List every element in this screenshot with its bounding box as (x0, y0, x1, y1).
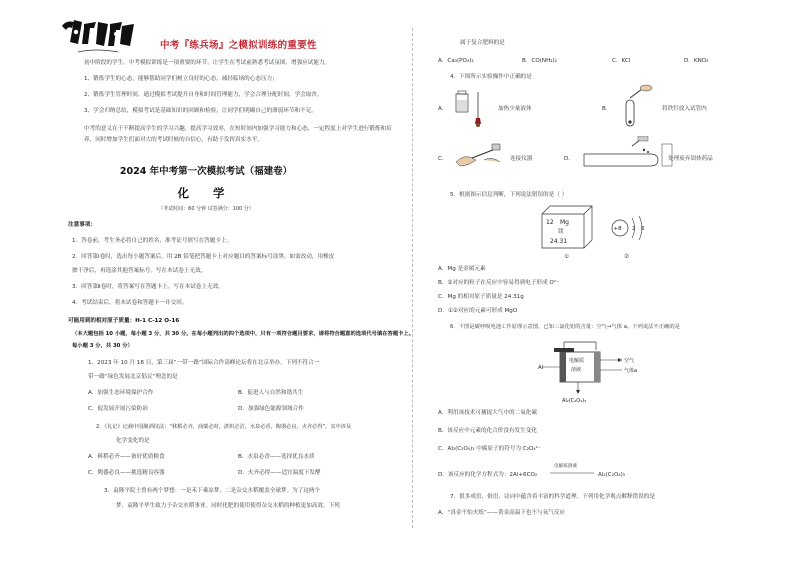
element-name: 镁 (558, 229, 564, 235)
q2-option-a[interactable]: A．秫稻必齐——备好优质粮食 (88, 454, 165, 460)
q4-a-label: 加热少量液体 (498, 106, 532, 112)
q4-option-c[interactable]: C． (438, 156, 448, 162)
q6-battery-diagram (538, 338, 658, 404)
intro-point-2: 2、锻炼学生管理时间。通过模拟考试提升自身和时间管理能力，学会合理分配时间，学会取舍。 (84, 92, 323, 98)
q3-stem: 3．袁隆平院士曾有两个梦想：一是禾下乘凉梦，二是杂交水稻覆盖全球梦。为了这两个 (104, 488, 321, 494)
electrode-label: Al (538, 365, 544, 371)
q3-option-c[interactable]: C．KCl (612, 58, 631, 64)
q7-option-a[interactable]: A．“真金不怕火炼”——黄金高温下也不与氧气反应 (438, 510, 566, 516)
q4-c-figure (454, 140, 504, 170)
note-3: 3．回答第Ⅱ卷时，将答案写在答题卡上。写在本试卷上无效。 (72, 284, 224, 290)
subject-title: 化 学 (177, 186, 235, 200)
electrolyte-bottom: 溶液 (571, 367, 582, 373)
q1-option-a[interactable]: A．加强生态环境保护合作 (88, 390, 154, 396)
q1-option-b[interactable]: B．促进人与自然和谐共生 (238, 390, 304, 396)
element-mass: 24.31 (550, 238, 568, 245)
q2-option-c[interactable]: C．陶器必良——挑选精良容器 (88, 470, 165, 476)
q3-stem-tail: 属于复合肥料的是 (460, 40, 505, 46)
note-1: 1．答卷前，考生务必将自己的姓名、准考证号填写在答题卡上。 (72, 238, 233, 244)
section-intro-cont: 每小题 3 分，共 30 分） (72, 343, 133, 349)
q5-label-2: ② (624, 254, 630, 260)
q5-option-c[interactable]: C．Mg 的相对原子质量是 24.31g (438, 294, 524, 300)
air-label: 空气 (624, 358, 635, 364)
note-4: 4．考试结束后，将本试卷和答题卡一并交回。 (72, 300, 188, 306)
q5-label-1: ① (564, 254, 570, 260)
exam-info: （考试时间：60 分钟 试卷满分：100 分） (158, 206, 254, 212)
element-symbol: Mg (560, 219, 569, 226)
intro-summary: 中考的意义在于不断提高学生的学习兴趣，提高学习效率，在短时间内加强学习能力和心态，一定程度上对学生进行锻炼和培养，同时增加学生们面对大的考试时候的自信心，有助于发挥真实水平。 (84, 126, 392, 143)
section-intro: （本大题包括 10 小题，每小题 3 分，共 30 分。在每小题列出的四个选项中，只有一项符合题目要求，请将符合题意的选项代号填在答题卡上。 (72, 331, 415, 337)
q4-b-figure (616, 84, 658, 128)
q3-option-d[interactable]: D．KNO₃ (684, 58, 709, 64)
q6-option-c[interactable]: C．Al₂(C₂O₄)₃ 中碳原子的符号为 C₂O₄²⁻ (438, 446, 541, 452)
q2-option-d[interactable]: D．火齐必得——适宜温度下发酵 (238, 470, 321, 476)
q5-element-card (540, 204, 596, 252)
q4-option-d[interactable]: D． (564, 156, 574, 162)
q6-stem: 6．下图是碳呼吸电池工作原理示意图，已知三氯化铝的含量：空气→气体 a。下列说法不正确的是 (450, 324, 680, 330)
q4-option-b[interactable]: B． (602, 106, 612, 112)
q4-stem: 4．下图所示实验操作中正确的是 (450, 74, 532, 80)
q2-stem-cont: 化学变化的是 (116, 438, 150, 444)
q3-option-a[interactable]: A．Ca₃(PO₄)₂ (438, 58, 474, 64)
q6-option-d[interactable]: D．该反应的化学方程式为：2Al+6CO₂ (438, 472, 538, 478)
q7-stem: 7．很多成语、俗语、诗词中蕴含着丰富的科学道理。下列用化学观点解释错误的是 (450, 494, 655, 500)
q5-option-b[interactable]: B．②对应的粒子在反应中容易得到电子形成 O²⁻ (438, 280, 559, 286)
q6-option-a[interactable]: A．利用该技术可捕捉大气中的二氧化碳 (438, 410, 537, 416)
q4-option-a[interactable]: A． (438, 106, 448, 112)
atom-shell-1: 2 (632, 226, 636, 232)
reaction-arrow-icon (550, 470, 596, 476)
q1-option-c[interactable]: C．促发展开展污染防治 (88, 406, 148, 412)
q3-stem-cont: 梦，袁隆平毕生致力于杂交水稻事业。同时化肥的使用使得杂交水稻的种植更加高效。下列 (116, 503, 340, 509)
intro-paragraph: 初中阶段的学生，中考模拟训练是一项重要的环节，让学生在考试前熟悉考试氛围，增强应试能力。 (84, 60, 331, 66)
atom-shell-2: 6 (641, 226, 645, 232)
notes-heading: 注意事项： (68, 222, 96, 228)
note-2-cont: 擦干净后，再选涂其他答案标号。写在本试卷上无效。 (72, 268, 207, 274)
atom-nucleus: +8 (613, 226, 622, 232)
q6-option-d-condition: 电解质溶液 (554, 464, 577, 469)
q4-a-figure (454, 88, 496, 128)
q4-c-label: 连接仪器 (510, 156, 533, 162)
q2-stem: 2．《礼记》记载中国酿酒技法：“秫稻必齐，曲蘖必时，湛炽必洁，水泉必香，陶器必良，火齐必得”。其中涉及 (96, 424, 352, 430)
q1-stem-cont: 带一路“绿色发展北京倡议”理念的是 (88, 374, 178, 380)
intro-point-3: 3、学会归纳总结，模拟考试是基础知识的回顾和检验，让同学们明确自己的薄弱环节和不足。 (84, 108, 317, 114)
q5-atom-diagram (606, 208, 650, 248)
q6-option-d-product: Al₂(C₂O₄)₃ (598, 472, 626, 478)
intro-point-1: 1、锻炼学生的心态，能够帮助同学们树立良好的心态，减轻临场的心态压力； (84, 76, 278, 82)
q4-d-label: 处理废弃固体药品 (668, 156, 713, 162)
q3-option-b[interactable]: B．CO(NH₂)₂ (522, 58, 557, 64)
q2-option-b[interactable]: B．水泉必香——选择优良水质 (238, 454, 315, 460)
q4-b-label: 将铁钉放入试管内 (662, 106, 707, 112)
q6-option-b[interactable]: B．该反应中元素的化合价没有发生变化 (438, 428, 537, 434)
gas-label: 气体a (624, 368, 638, 374)
q5-option-d[interactable]: D．①②对应的元素可形成 MgO (438, 308, 518, 314)
atomic-masses: 可能用到的相对原子质量：H-1 C-12 O-16 (68, 318, 180, 324)
element-number: 12 (546, 219, 554, 226)
note-2: 2．回答第Ⅰ卷时，选出每小题答案后，用 2B 铅笔把答题卡上对应题目的答案标号涂黑。如需改动，用橡皮 (72, 254, 335, 260)
promo-title: 中考『练兵场』之模拟训练的重要性 (160, 40, 317, 51)
right-column (412, 0, 794, 562)
q1-stem: 1．2023 年 10 月 18 日，第三届“一带一路”国际合作高峰论坛将在北京举办。下列不符合一 (88, 360, 320, 366)
q1-option-d[interactable]: D．加强绿色能源领域合作 (238, 406, 304, 412)
exam-title: 2024 年中考第一次模拟考试（福建卷） (119, 166, 293, 177)
product-label: Al₂(C₂O₄)₃ (562, 398, 587, 404)
electrolyte-top: 电解质 (569, 358, 585, 364)
brand-logo (56, 16, 140, 60)
q5-stem: 5．根据图示信息判断，下列说法错误的是（ ） (450, 192, 568, 198)
q5-option-a[interactable]: A．Mg 是金属元素 (438, 266, 486, 272)
q4-d-figure (580, 136, 680, 170)
